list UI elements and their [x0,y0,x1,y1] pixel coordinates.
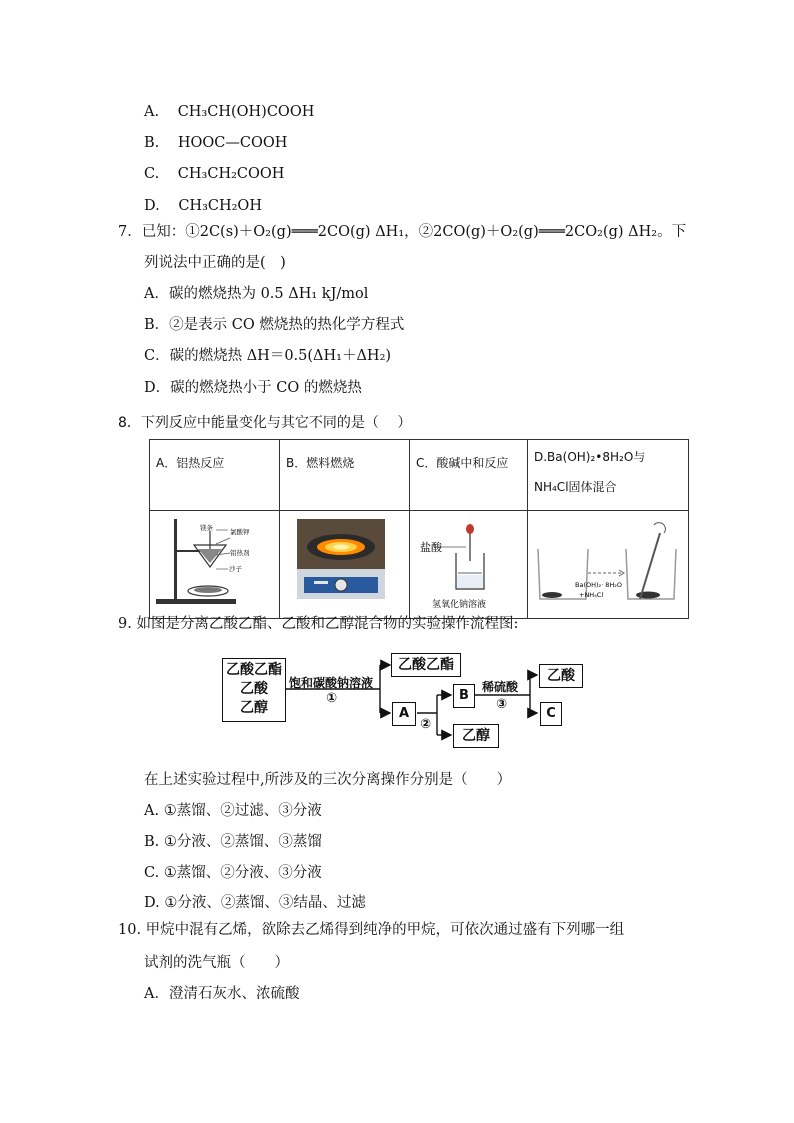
mixture-ethanol: 乙醇 [240,700,268,716]
q8-image-b [280,511,410,619]
q7-option-b: B．②是表示 CO 燃烧热的热化学方程式 [144,317,405,333]
q8-image-c [410,511,528,619]
q8-image-a [150,511,280,619]
neutralization-beaker-image [410,511,528,615]
q7-option-a: A．碳的燃烧热为 0.5 ΔH₁ kJ/mol [144,286,369,302]
q6-option-c [144,164,284,184]
option-letter: B. [144,135,160,151]
q7-option-d: D．碳的燃烧热小于 CO 的燃烧热 [144,380,362,396]
q9-option-c: C. ①蒸馏、②分液、③分液 [144,865,322,881]
q10-option-a: A．澄清石灰水、浓硫酸 [144,986,300,1002]
step2-label: ② [420,717,432,732]
q9-stem: 9. 如图是分离乙酸乙酯、乙酸和乙醇混合物的实验操作流程图: [118,616,519,632]
ethanol-box: 乙醇 [453,724,499,748]
option-text: CH₃CH(OH)COOH [177,104,315,120]
label-kclo3: 氯酸钾 [230,528,250,536]
step1-label: ① [326,691,338,706]
label-magnesium: 镁条 [200,524,213,532]
q6-option-a [144,102,314,122]
label-thermite: 铝热剂 [230,549,250,557]
acetic-acid-box: 乙酸 [539,664,583,688]
q9-option-b: B. ①分液、②蒸馏、③蒸馏 [144,834,322,850]
q8-image-d [528,511,689,619]
q7-stem-line2: 列说法中正确的是( ) [144,255,286,271]
reagent-h2so4-label: 稀硫酸 [482,680,519,694]
box-c: C [540,702,562,726]
q10-stem-line2: 试剂的洗气瓶（ ） [144,955,289,971]
gas-stove-photo [280,511,410,615]
q8-header-a: A．铝热反应 [150,440,280,511]
box-a: A [392,702,416,726]
label-sand: 沙子 [229,565,242,573]
q9-question: 在上述实验过程中,所涉及的三次分离操作分别是（ ） [144,772,512,788]
label-naoh-solution: 氢氧化钠溶液 [432,600,487,610]
option-text: HOOC—COOH [177,135,288,151]
q8-table [149,439,689,619]
q8-header-c: C．酸碱中和反应 [410,440,528,511]
ethyl-acetate-box: 乙酸乙酯 [391,653,461,677]
option-letter: A. [144,104,160,120]
q8-header-d-line1: D.Ba(OH)₂•8H₂O与 [534,450,646,464]
q6-option-d [144,196,262,216]
label-nh4cl: +NH₄Cl [579,591,604,599]
mixture-acid: 乙酸 [240,681,268,697]
q8-header-b: B．燃料燃烧 [280,440,410,511]
q8-header-d-line2: NH₄Cl固体混合 [534,480,617,494]
q7-option-c: C．碳的燃烧热 ΔH＝0.5(ΔH₁＋ΔH₂) [144,348,392,364]
label-baoh2: Ba(OH)₂· 8H₂O [575,581,623,589]
option-text: CH₃CH₂OH [178,198,262,214]
q7-stem-line1: 7．已知：①2C(s)＋O₂(g)═══2CO(g) ΔH₁，②2CO(g)＋O₂(g)═══2CO₂(g) ΔH₂。下 [118,224,687,240]
box-b: B [453,684,475,708]
option-text: CH₃CH₂COOH [177,166,285,182]
barium-hydroxide-beakers-image [528,511,688,615]
q9-flowchart [222,648,592,748]
label-hydrochloric-acid: 盐酸 [420,541,442,554]
option-letter: D. [144,198,160,214]
q9-option-a: A. ①蒸馏、②过滤、③分液 [144,803,322,819]
q8-header-d [528,440,689,511]
q6-option-b [144,133,287,153]
q10-stem-line1: 10. 甲烷中混有乙烯，欲除去乙烯得到纯净的甲烷，可依次通过盛有下列哪一组 [118,922,625,938]
q8-stem: 8．下列反应中能量变化与其它不同的是（ ） [118,415,412,431]
q9-option-d: D. ①分液、②蒸馏、③结晶、过滤 [144,895,366,911]
thermite-apparatus-image [150,511,280,615]
option-letter: C. [144,166,160,182]
mixture-ester: 乙酸乙酯 [226,662,282,678]
mixture-box [222,658,286,722]
reagent-na2co3-label: 饱和碳酸钠溶液 [289,676,374,690]
step3-label: ③ [496,697,508,712]
